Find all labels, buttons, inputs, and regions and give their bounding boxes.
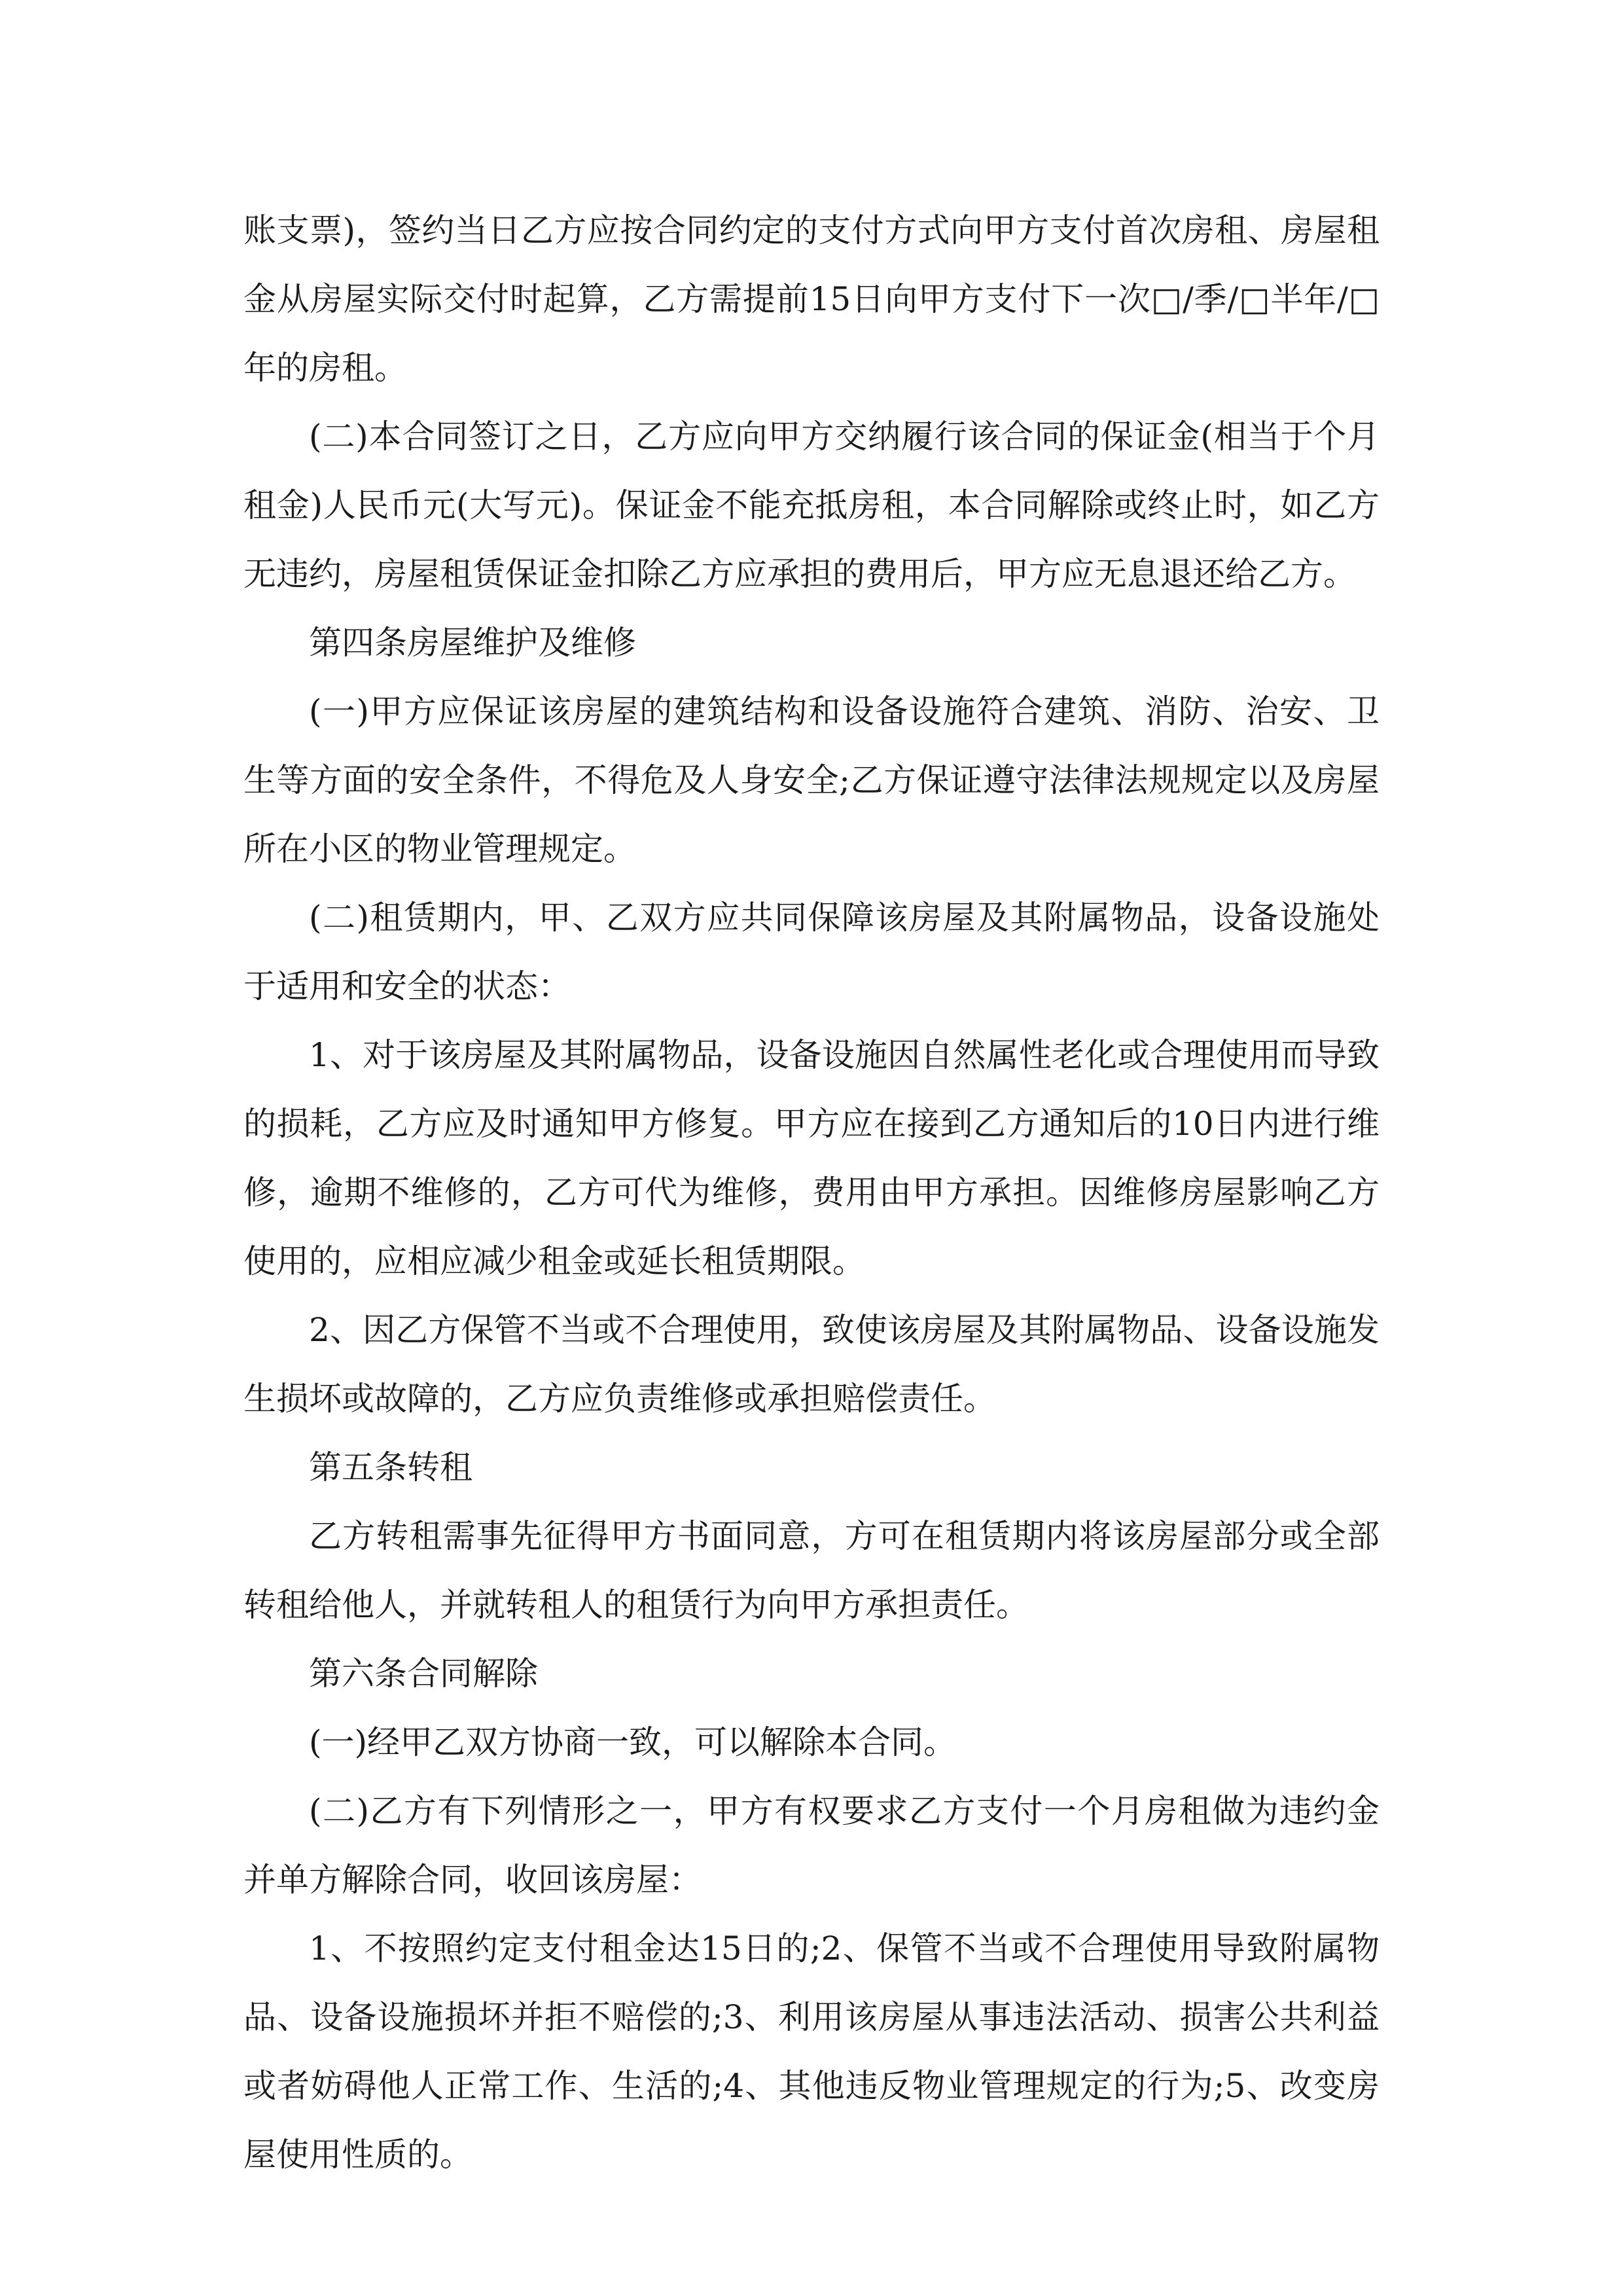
- paragraph-termination-cases: 1、不按照约定支付租金达15日的;2、保管不当或不合理使用导致附属物品、设备设施损坏并拒不赔偿的;3、利用该房屋从事违法活动、损害公共利益或者妨碍他人正常工作、生活的;4、其他违反物业管理规定的行为;5、改变房屋使用性质的。: [243, 1929, 1380, 2174]
- document-body: [243, 196, 1380, 2189]
- paragraph-tenant-damage: 2、因乙方保管不当或不合理使用，致使该房屋及其附属物品、设备设施发生损坏或故障的，乙方应负责维修或承担赔偿责任。: [243, 1311, 1380, 1418]
- paragraph-repair-wear: 1、对于该房屋及其附属物品，设备设施因自然属性老化或合理使用而导致的损耗，乙方应及时通知甲方修复。甲方应在接到乙方通知后的10日内进行维修，逾期不维修的，乙方可代为维修，费用由甲方承担。因维修房屋影响乙方使用的，应相应减少租金或延长租赁期限。: [243, 1036, 1380, 1280]
- section-heading-article-4: 第四条房屋维护及维修: [309, 624, 636, 662]
- paragraph-sublease: 乙方转租需事先征得甲方书面同意，方可在租赁期内将该房屋部分或全部转租给他人，并就转租人的租赁行为向甲方承担责任。: [243, 1517, 1380, 1624]
- paragraph-landlord-safety: (一)甲方应保证该房屋的建筑结构和设备设施符合建筑、消防、治安、卫生等方面的安全条件，不得危及人身安全;乙方保证遵守法律法规规定以及房屋所在小区的物业管理规定。: [243, 692, 1380, 868]
- section-heading-article-5: 第五条转租: [309, 1448, 473, 1486]
- paragraph-mutual-termination: (一)经甲乙双方协商一致，可以解除本合同。: [309, 1723, 957, 1761]
- paragraph-rent-payment: 账支票)，签约当日乙方应按合同约定的支付方式向甲方支付首次房租、房屋租金从房屋实际交付时起算，乙方需提前15日向甲方支付下一次□/季/□半年/□年的房租。: [243, 211, 1380, 387]
- paragraph-deposit: (二)本合同签订之日，乙方应向甲方交纳履行该合同的保证金(相当于个月租金)人民币元(大写元)。保证金不能充抵房租，本合同解除或终止时，如乙方无违约，房屋租赁保证金扣除乙方应承担的费用后，甲方应无息退还给乙方。: [243, 418, 1380, 593]
- section-heading-article-6: 第六条合同解除: [309, 1655, 538, 1693]
- paragraph-joint-maintenance: (二)租赁期内，甲、乙双方应共同保障该房屋及其附属物品，设备设施处于适用和安全的状态：: [243, 899, 1380, 1005]
- paragraph-landlord-termination: (二)乙方有下列情形之一，甲方有权要求乙方支付一个月房租做为违约金并单方解除合同，收回该房屋：: [243, 1792, 1380, 1899]
